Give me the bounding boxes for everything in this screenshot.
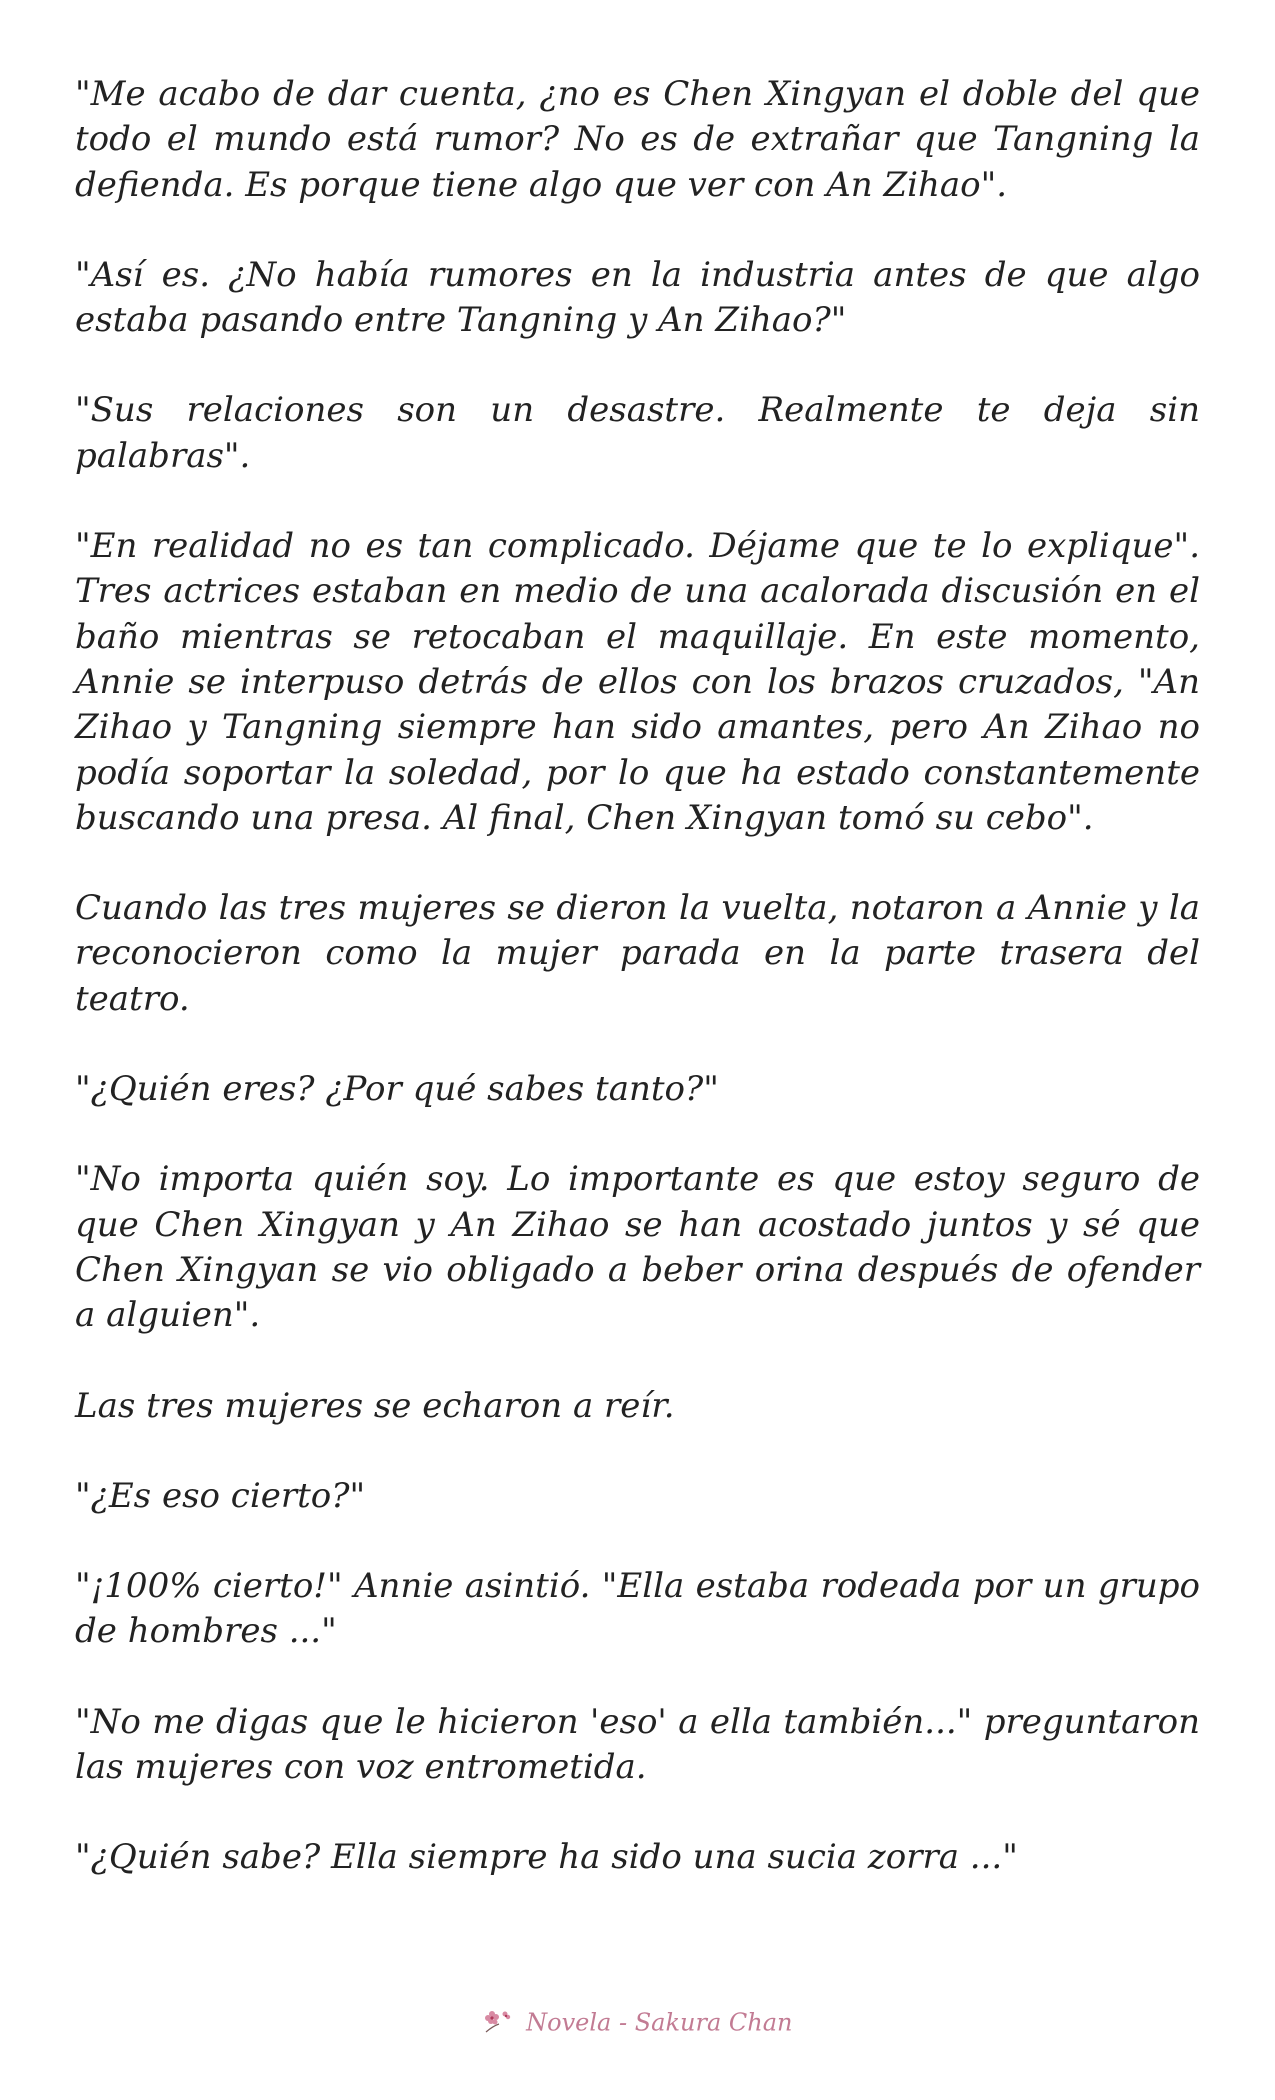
paragraph-5: Cuando las tres mujeres se dieron la vuelta, notaron a Annie y la reconocieron como la mujer parada en la parte trasera del teatro. (75, 888, 1200, 1019)
paragraph-11: "No me digas que le hicieron 'eso' a ella también..." preguntaron las mujeres con voz entrometida. (75, 1701, 1200, 1788)
sakura-flower-icon (483, 2008, 513, 2040)
paragraph-4: "En realidad no es tan complicado. Déjame que te lo explique". Tres actrices estaban en medio de una acalorada discusión en el baño mientras se retocaban el maquillaje. En este momento, Annie se interpuso detrás de ellos con los brazos cruzados, "An Zihao y Tangning siempre han sido amantes, pero An Zihao no podía soportar la soledad, por lo que ha estado constantemente buscando una presa. Al final, Chen Xingyan tomó su cebo". (75, 526, 1200, 838)
watermark (0, 2008, 1275, 2040)
document-body (75, 72, 1200, 1926)
paragraph-6: "¿Quién eres? ¿Por qué sabes tanto?" (75, 1069, 719, 1110)
watermark-text: Novela - Sakura Chan (526, 2008, 793, 2037)
paragraph-7: "No importa quién soy. Lo importante es que estoy seguro de que Chen Xingyan y An Zihao se han acostado juntos y sé que Chen Xingyan se vio obligado a beber orina después de ofender a alguien". (75, 1159, 1200, 1336)
paragraph-1: "Me acabo de dar cuenta, ¿no es Chen Xingyan el doble del que todo el mundo está rumor? No es de extrañar que Tangning la defienda. Es porque tiene algo que ver con An Zihao". (75, 74, 1200, 205)
paragraph-2: "Así es. ¿No había rumores en la industria antes de que algo estaba pasando entre Tangning y An Zihao?" (75, 254, 1200, 341)
paragraph-9: "¿Es eso cierto?" (75, 1475, 366, 1516)
paragraph-10: "¡100% cierto!" Annie asintió. "Ella estaba rodeada por un grupo de hombres ..." (75, 1566, 1200, 1652)
paragraph-3: "Sus relaciones son un desastre. Realmente te deja sin palabras". (75, 390, 1200, 476)
paragraph-12: "¿Quién sabe? Ella siempre ha sido una sucia zorra ..." (75, 1837, 1018, 1878)
paragraph-8: Las tres mujeres se echaron a reír. (75, 1385, 675, 1426)
